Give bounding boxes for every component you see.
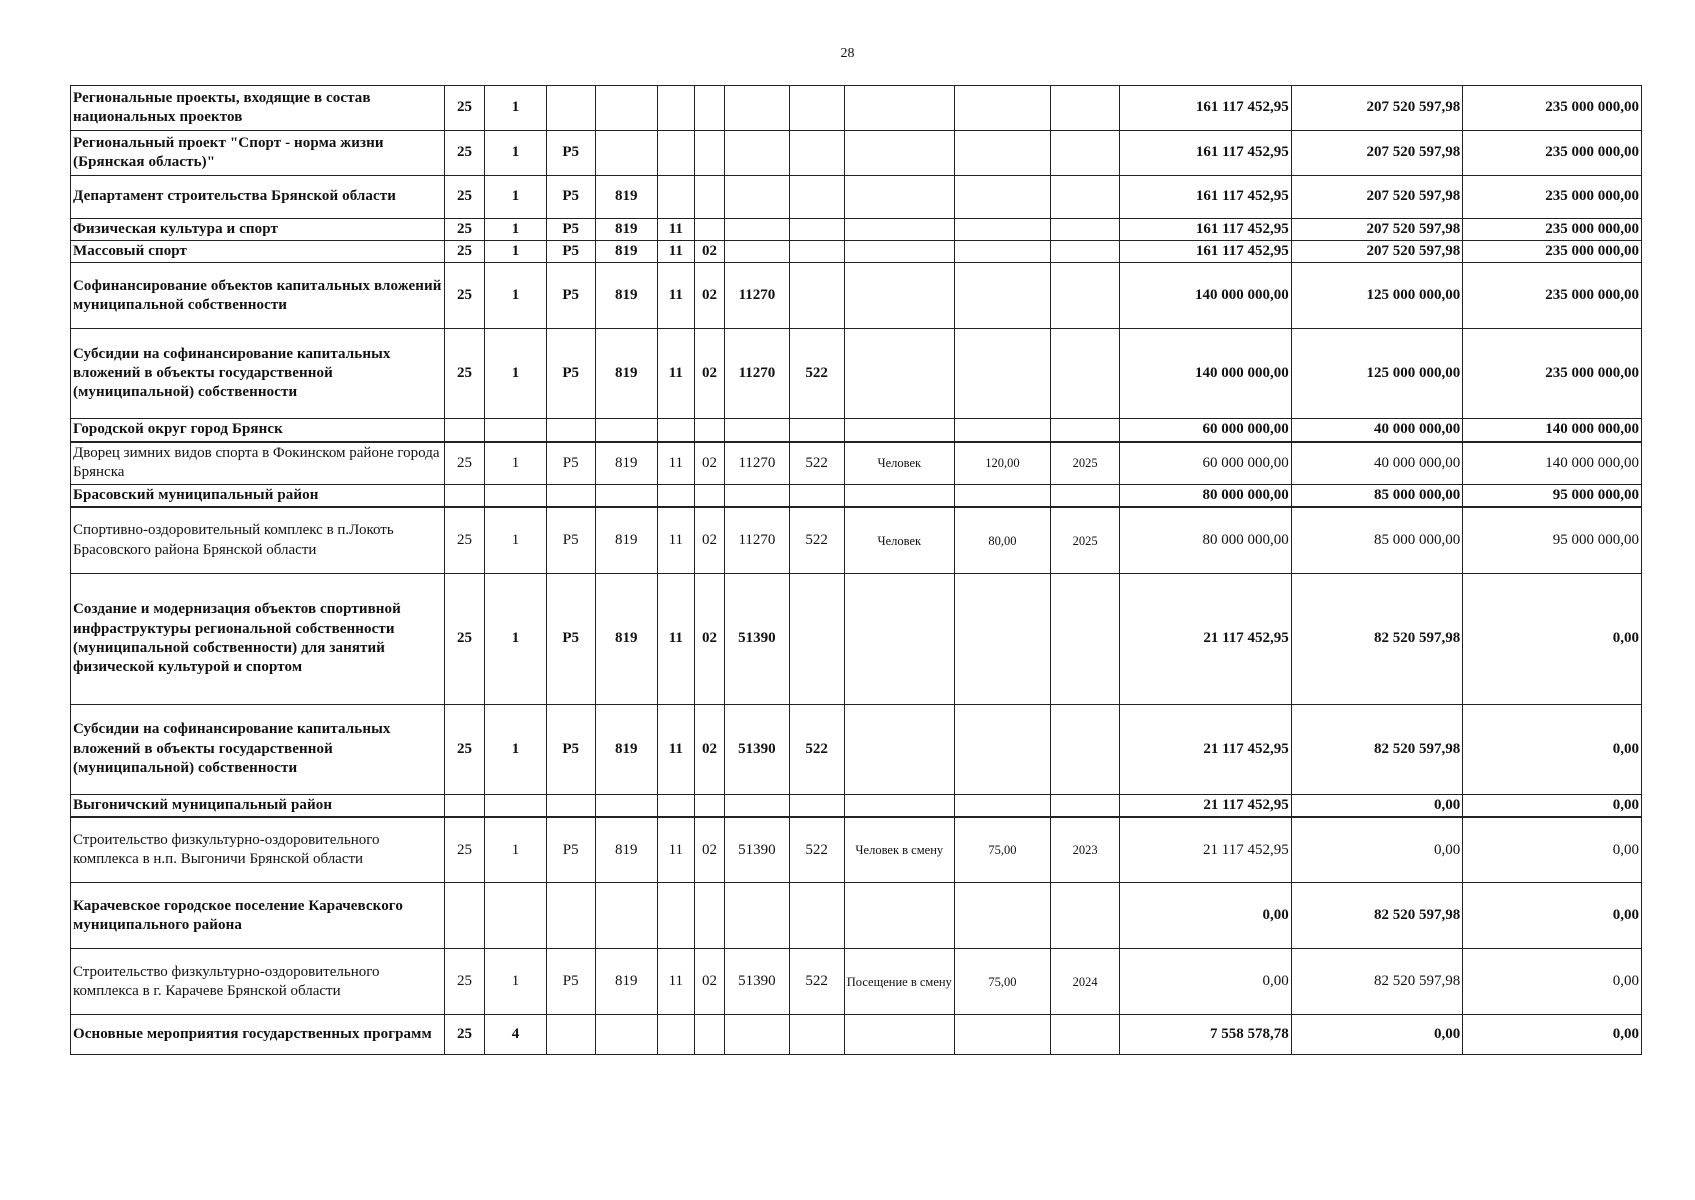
cell-quantity xyxy=(954,794,1050,817)
cell-code-8: 522 xyxy=(789,817,844,883)
cell-code-4: 819 xyxy=(595,507,657,573)
cell-code-2: 1 xyxy=(485,507,546,573)
cell-code-5: 11 xyxy=(657,573,694,704)
cell-code-4: 819 xyxy=(595,817,657,883)
cell-amount-2: 82 520 597,98 xyxy=(1291,573,1462,704)
cell-amount-3: 0,00 xyxy=(1463,883,1642,949)
cell-code-5 xyxy=(657,485,694,508)
cell-code-7: 51390 xyxy=(725,573,789,704)
table-row xyxy=(71,704,1642,794)
cell-amount-3: 235 000 000,00 xyxy=(1463,263,1642,329)
cell-code-8 xyxy=(789,131,844,176)
cell-code-7 xyxy=(725,883,789,949)
cell-amount-3: 0,00 xyxy=(1463,573,1642,704)
cell-amount-3: 140 000 000,00 xyxy=(1463,419,1642,442)
row-name: Основные мероприятия государственных программ xyxy=(71,1015,445,1055)
cell-code-3: P5 xyxy=(546,131,595,176)
cell-code-4 xyxy=(595,1015,657,1055)
cell-code-6 xyxy=(694,219,725,241)
cell-quantity xyxy=(954,329,1050,419)
cell-code-7: 11270 xyxy=(725,329,789,419)
table-row xyxy=(71,507,1642,573)
cell-year: 2024 xyxy=(1050,949,1119,1015)
row-name: Строительство физкультурно-оздоровительного комплекса в г. Карачеве Брянской области xyxy=(71,949,445,1015)
cell-amount-1: 21 117 452,95 xyxy=(1120,704,1291,794)
cell-code-2: 1 xyxy=(485,704,546,794)
row-name: Софинансирование объектов капитальных вложений муниципальной собственности xyxy=(71,263,445,329)
cell-unit xyxy=(844,883,954,949)
cell-code-4: 819 xyxy=(595,263,657,329)
cell-code-6 xyxy=(694,1015,725,1055)
cell-code-6: 02 xyxy=(694,263,725,329)
cell-code-2: 1 xyxy=(485,176,546,219)
cell-code-3: P5 xyxy=(546,817,595,883)
cell-code-5 xyxy=(657,131,694,176)
cell-amount-3: 235 000 000,00 xyxy=(1463,241,1642,263)
cell-code-1: 25 xyxy=(444,704,485,794)
cell-code-7: 51390 xyxy=(725,704,789,794)
table-row xyxy=(71,817,1642,883)
cell-code-6: 02 xyxy=(694,442,725,485)
row-name: Городской округ город Брянск xyxy=(71,419,445,442)
cell-code-4: 819 xyxy=(595,329,657,419)
cell-code-2: 1 xyxy=(485,86,546,131)
cell-code-7 xyxy=(725,241,789,263)
cell-code-1: 25 xyxy=(444,329,485,419)
row-name: Физическая культура и спорт xyxy=(71,219,445,241)
cell-code-3 xyxy=(546,86,595,131)
cell-code-7: 51390 xyxy=(725,817,789,883)
cell-code-2: 1 xyxy=(485,263,546,329)
cell-code-3 xyxy=(546,794,595,817)
cell-quantity: 75,00 xyxy=(954,949,1050,1015)
cell-code-3 xyxy=(546,485,595,508)
cell-year xyxy=(1050,219,1119,241)
cell-amount-1: 140 000 000,00 xyxy=(1120,329,1291,419)
cell-code-1: 25 xyxy=(444,817,485,883)
cell-code-3: P5 xyxy=(546,219,595,241)
cell-year xyxy=(1050,329,1119,419)
cell-code-2 xyxy=(485,883,546,949)
row-name: Массовый спорт xyxy=(71,241,445,263)
cell-code-5 xyxy=(657,883,694,949)
cell-amount-3: 235 000 000,00 xyxy=(1463,131,1642,176)
cell-code-4: 819 xyxy=(595,949,657,1015)
cell-code-2: 1 xyxy=(485,442,546,485)
cell-year xyxy=(1050,263,1119,329)
cell-year xyxy=(1050,704,1119,794)
cell-amount-2: 82 520 597,98 xyxy=(1291,704,1462,794)
cell-amount-1: 161 117 452,95 xyxy=(1120,86,1291,131)
cell-code-8 xyxy=(789,485,844,508)
cell-code-3 xyxy=(546,419,595,442)
table-row xyxy=(71,219,1642,241)
cell-unit: Человек xyxy=(844,507,954,573)
cell-amount-2: 207 520 597,98 xyxy=(1291,241,1462,263)
cell-quantity xyxy=(954,419,1050,442)
cell-code-2: 1 xyxy=(485,949,546,1015)
cell-code-2: 1 xyxy=(485,573,546,704)
cell-code-8 xyxy=(789,176,844,219)
cell-code-4: 819 xyxy=(595,241,657,263)
table-row xyxy=(71,794,1642,817)
cell-unit xyxy=(844,131,954,176)
cell-quantity: 75,00 xyxy=(954,817,1050,883)
cell-code-5: 11 xyxy=(657,442,694,485)
cell-code-8 xyxy=(789,241,844,263)
cell-quantity xyxy=(954,485,1050,508)
cell-amount-1: 140 000 000,00 xyxy=(1120,263,1291,329)
cell-code-2: 1 xyxy=(485,131,546,176)
cell-code-4: 819 xyxy=(595,176,657,219)
cell-amount-2: 125 000 000,00 xyxy=(1291,263,1462,329)
cell-year: 2025 xyxy=(1050,442,1119,485)
cell-code-4 xyxy=(595,794,657,817)
cell-code-7 xyxy=(725,176,789,219)
cell-code-3: P5 xyxy=(546,949,595,1015)
cell-year xyxy=(1050,86,1119,131)
cell-amount-2: 82 520 597,98 xyxy=(1291,949,1462,1015)
cell-amount-3: 95 000 000,00 xyxy=(1463,485,1642,508)
cell-amount-1: 161 117 452,95 xyxy=(1120,219,1291,241)
cell-code-7 xyxy=(725,419,789,442)
cell-code-7 xyxy=(725,131,789,176)
cell-code-6 xyxy=(694,485,725,508)
cell-quantity xyxy=(954,131,1050,176)
cell-amount-3: 95 000 000,00 xyxy=(1463,507,1642,573)
cell-year: 2025 xyxy=(1050,507,1119,573)
cell-amount-2: 207 520 597,98 xyxy=(1291,176,1462,219)
table-row xyxy=(71,131,1642,176)
cell-quantity xyxy=(954,263,1050,329)
cell-code-2: 1 xyxy=(485,241,546,263)
table-row xyxy=(71,573,1642,704)
cell-amount-1: 21 117 452,95 xyxy=(1120,817,1291,883)
cell-year xyxy=(1050,1015,1119,1055)
cell-code-7: 11270 xyxy=(725,263,789,329)
cell-quantity xyxy=(954,573,1050,704)
cell-code-4 xyxy=(595,419,657,442)
cell-code-6: 02 xyxy=(694,949,725,1015)
cell-code-3: P5 xyxy=(546,329,595,419)
cell-code-8 xyxy=(789,573,844,704)
row-name: Субсидии на софинансирование капитальных вложений в объекты государственной (муниципальной) собственности xyxy=(71,704,445,794)
cell-amount-1: 60 000 000,00 xyxy=(1120,442,1291,485)
cell-unit xyxy=(844,419,954,442)
cell-quantity: 80,00 xyxy=(954,507,1050,573)
row-name: Департамент строительства Брянской области xyxy=(71,176,445,219)
cell-code-6 xyxy=(694,419,725,442)
cell-code-3: P5 xyxy=(546,442,595,485)
cell-code-2 xyxy=(485,794,546,817)
cell-amount-3: 0,00 xyxy=(1463,704,1642,794)
cell-code-7: 11270 xyxy=(725,507,789,573)
cell-code-2: 1 xyxy=(485,329,546,419)
cell-year xyxy=(1050,485,1119,508)
cell-amount-1: 80 000 000,00 xyxy=(1120,507,1291,573)
cell-code-1: 25 xyxy=(444,176,485,219)
cell-code-1: 25 xyxy=(444,949,485,1015)
cell-code-6: 02 xyxy=(694,817,725,883)
cell-amount-3: 235 000 000,00 xyxy=(1463,176,1642,219)
cell-amount-2: 40 000 000,00 xyxy=(1291,442,1462,485)
cell-code-5 xyxy=(657,1015,694,1055)
cell-amount-3: 235 000 000,00 xyxy=(1463,219,1642,241)
cell-code-1: 25 xyxy=(444,507,485,573)
cell-amount-3: 0,00 xyxy=(1463,794,1642,817)
cell-amount-2: 85 000 000,00 xyxy=(1291,485,1462,508)
table-row xyxy=(71,1015,1642,1055)
row-name: Спортивно-оздоровительный комплекс в п.Локоть Брасовского района Брянской области xyxy=(71,507,445,573)
cell-code-5 xyxy=(657,419,694,442)
row-name: Региональные проекты, входящие в состав национальных проектов xyxy=(71,86,445,131)
cell-unit xyxy=(844,176,954,219)
cell-code-6 xyxy=(694,86,725,131)
cell-code-5: 11 xyxy=(657,507,694,573)
cell-quantity xyxy=(954,704,1050,794)
cell-code-8 xyxy=(789,1015,844,1055)
cell-quantity xyxy=(954,1015,1050,1055)
cell-code-5: 11 xyxy=(657,263,694,329)
cell-unit xyxy=(844,86,954,131)
cell-code-8 xyxy=(789,219,844,241)
cell-year xyxy=(1050,131,1119,176)
cell-amount-3: 235 000 000,00 xyxy=(1463,86,1642,131)
cell-code-3: P5 xyxy=(546,263,595,329)
cell-code-3: P5 xyxy=(546,241,595,263)
page-number: 28 xyxy=(840,46,855,61)
table-row xyxy=(71,86,1642,131)
cell-quantity xyxy=(954,86,1050,131)
cell-year xyxy=(1050,794,1119,817)
cell-year xyxy=(1050,176,1119,219)
cell-code-6: 02 xyxy=(694,507,725,573)
cell-amount-2: 85 000 000,00 xyxy=(1291,507,1462,573)
cell-code-8 xyxy=(789,883,844,949)
cell-unit: Человек xyxy=(844,442,954,485)
cell-code-4: 819 xyxy=(595,219,657,241)
cell-code-1: 25 xyxy=(444,263,485,329)
cell-code-7 xyxy=(725,485,789,508)
cell-amount-3: 0,00 xyxy=(1463,949,1642,1015)
cell-code-5: 11 xyxy=(657,949,694,1015)
cell-code-7: 51390 xyxy=(725,949,789,1015)
cell-amount-2: 207 520 597,98 xyxy=(1291,131,1462,176)
cell-code-8: 522 xyxy=(789,329,844,419)
cell-code-8 xyxy=(789,419,844,442)
cell-quantity xyxy=(954,883,1050,949)
cell-code-2 xyxy=(485,419,546,442)
cell-code-4 xyxy=(595,131,657,176)
cell-code-6 xyxy=(694,794,725,817)
table-row xyxy=(71,949,1642,1015)
cell-amount-3: 235 000 000,00 xyxy=(1463,329,1642,419)
cell-code-5: 11 xyxy=(657,241,694,263)
cell-unit xyxy=(844,704,954,794)
cell-code-1 xyxy=(444,419,485,442)
cell-year xyxy=(1050,419,1119,442)
cell-code-1: 25 xyxy=(444,241,485,263)
table-row xyxy=(71,263,1642,329)
cell-unit xyxy=(844,794,954,817)
cell-code-8 xyxy=(789,794,844,817)
cell-code-8 xyxy=(789,263,844,329)
table-row xyxy=(71,485,1642,508)
cell-code-2: 1 xyxy=(485,219,546,241)
cell-amount-2: 207 520 597,98 xyxy=(1291,86,1462,131)
cell-amount-3: 140 000 000,00 xyxy=(1463,442,1642,485)
table-row xyxy=(71,176,1642,219)
cell-code-7 xyxy=(725,86,789,131)
cell-unit xyxy=(844,241,954,263)
cell-year xyxy=(1050,573,1119,704)
cell-quantity xyxy=(954,176,1050,219)
cell-amount-2: 0,00 xyxy=(1291,794,1462,817)
cell-code-1: 25 xyxy=(444,573,485,704)
cell-amount-1: 7 558 578,78 xyxy=(1120,1015,1291,1055)
cell-year xyxy=(1050,241,1119,263)
row-name: Брасовский муниципальный район xyxy=(71,485,445,508)
cell-quantity: 120,00 xyxy=(954,442,1050,485)
cell-code-5: 11 xyxy=(657,817,694,883)
cell-code-8 xyxy=(789,86,844,131)
cell-code-1 xyxy=(444,883,485,949)
table-row xyxy=(71,419,1642,442)
cell-unit xyxy=(844,485,954,508)
cell-unit xyxy=(844,263,954,329)
cell-code-5: 11 xyxy=(657,704,694,794)
cell-amount-1: 0,00 xyxy=(1120,949,1291,1015)
cell-code-1 xyxy=(444,485,485,508)
table-row xyxy=(71,241,1642,263)
cell-quantity xyxy=(954,241,1050,263)
cell-code-1: 25 xyxy=(444,86,485,131)
row-name: Создание и модернизация объектов спортивной инфраструктуры региональной собственности (муниципальной собственности) для занятий физической культурой и спортом xyxy=(71,573,445,704)
cell-code-5 xyxy=(657,794,694,817)
cell-amount-1: 21 117 452,95 xyxy=(1120,794,1291,817)
cell-amount-1: 0,00 xyxy=(1120,883,1291,949)
cell-code-4: 819 xyxy=(595,442,657,485)
cell-unit: Посещение в смену xyxy=(844,949,954,1015)
table-row xyxy=(71,442,1642,485)
cell-code-4 xyxy=(595,86,657,131)
cell-amount-1: 161 117 452,95 xyxy=(1120,131,1291,176)
cell-unit xyxy=(844,219,954,241)
cell-code-7 xyxy=(725,219,789,241)
row-name: Строительство физкультурно-оздоровительного комплекса в н.п. Выгоничи Брянской области xyxy=(71,817,445,883)
cell-code-6: 02 xyxy=(694,573,725,704)
row-name: Дворец зимних видов спорта в Фокинском районе города Брянска xyxy=(71,442,445,485)
cell-code-3: P5 xyxy=(546,704,595,794)
cell-code-3: P5 xyxy=(546,507,595,573)
cell-code-6 xyxy=(694,176,725,219)
cell-code-6: 02 xyxy=(694,329,725,419)
cell-code-5: 11 xyxy=(657,219,694,241)
cell-code-1 xyxy=(444,794,485,817)
cell-amount-3: 0,00 xyxy=(1463,1015,1642,1055)
cell-unit xyxy=(844,1015,954,1055)
cell-amount-2: 0,00 xyxy=(1291,817,1462,883)
cell-code-2: 4 xyxy=(485,1015,546,1055)
budget-table xyxy=(70,85,1642,1055)
cell-amount-1: 80 000 000,00 xyxy=(1120,485,1291,508)
cell-amount-1: 161 117 452,95 xyxy=(1120,176,1291,219)
cell-amount-2: 207 520 597,98 xyxy=(1291,219,1462,241)
cell-code-7 xyxy=(725,1015,789,1055)
cell-code-6: 02 xyxy=(694,241,725,263)
cell-code-6 xyxy=(694,883,725,949)
cell-amount-1: 161 117 452,95 xyxy=(1120,241,1291,263)
cell-amount-1: 60 000 000,00 xyxy=(1120,419,1291,442)
cell-code-8: 522 xyxy=(789,704,844,794)
cell-unit xyxy=(844,573,954,704)
cell-amount-2: 40 000 000,00 xyxy=(1291,419,1462,442)
cell-code-3: P5 xyxy=(546,176,595,219)
cell-code-1: 25 xyxy=(444,131,485,176)
row-name: Выгоничский муниципальный район xyxy=(71,794,445,817)
cell-unit: Человек в смену xyxy=(844,817,954,883)
cell-amount-3: 0,00 xyxy=(1463,817,1642,883)
row-name: Региональный проект "Спорт - норма жизни (Брянская область)" xyxy=(71,131,445,176)
cell-amount-2: 0,00 xyxy=(1291,1015,1462,1055)
cell-code-7: 11270 xyxy=(725,442,789,485)
cell-amount-2: 125 000 000,00 xyxy=(1291,329,1462,419)
cell-code-6: 02 xyxy=(694,704,725,794)
cell-code-8: 522 xyxy=(789,442,844,485)
cell-code-4 xyxy=(595,883,657,949)
cell-code-4: 819 xyxy=(595,704,657,794)
table-row xyxy=(71,329,1642,419)
cell-code-1: 25 xyxy=(444,219,485,241)
cell-code-2 xyxy=(485,485,546,508)
cell-unit xyxy=(844,329,954,419)
table-row xyxy=(71,883,1642,949)
row-name: Карачевское городское поселение Карачевского муниципального района xyxy=(71,883,445,949)
cell-code-5 xyxy=(657,86,694,131)
cell-code-4 xyxy=(595,485,657,508)
cell-code-8: 522 xyxy=(789,949,844,1015)
cell-code-4: 819 xyxy=(595,573,657,704)
cell-code-2: 1 xyxy=(485,817,546,883)
cell-code-7 xyxy=(725,794,789,817)
cell-code-8: 522 xyxy=(789,507,844,573)
cell-code-5 xyxy=(657,176,694,219)
cell-code-1: 25 xyxy=(444,1015,485,1055)
cell-quantity xyxy=(954,219,1050,241)
cell-year: 2023 xyxy=(1050,817,1119,883)
cell-code-6 xyxy=(694,131,725,176)
cell-code-3 xyxy=(546,883,595,949)
table-body xyxy=(71,86,1642,1055)
cell-amount-1: 21 117 452,95 xyxy=(1120,573,1291,704)
cell-code-5: 11 xyxy=(657,329,694,419)
cell-code-3 xyxy=(546,1015,595,1055)
cell-code-1: 25 xyxy=(444,442,485,485)
row-name: Субсидии на софинансирование капитальных вложений в объекты государственной (муниципальной) собственности xyxy=(71,329,445,419)
cell-year xyxy=(1050,883,1119,949)
cell-amount-2: 82 520 597,98 xyxy=(1291,883,1462,949)
cell-code-3: P5 xyxy=(546,573,595,704)
